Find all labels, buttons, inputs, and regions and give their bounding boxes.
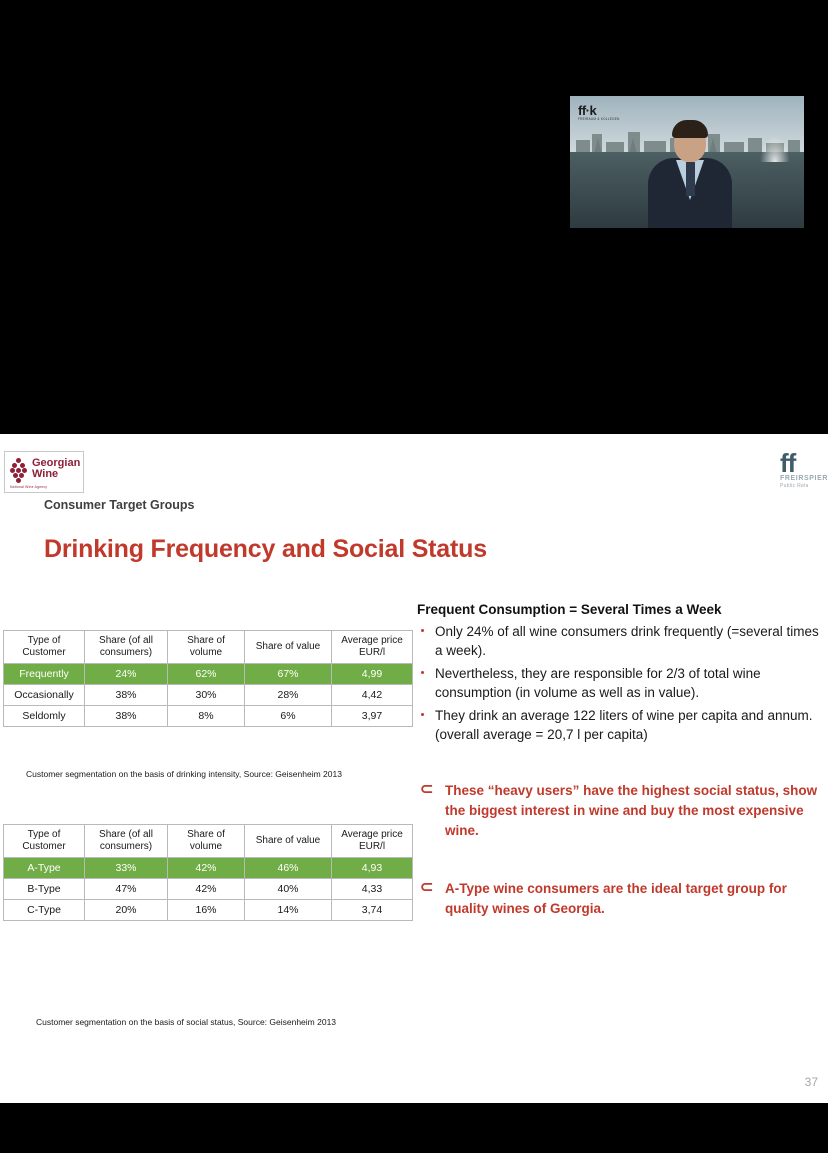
insights-heading: Frequent Consumption = Several Times a Week — [417, 602, 722, 617]
table2-cell: B-Type — [4, 879, 85, 900]
table2-header-cell: Average price EUR/l — [332, 825, 413, 858]
conclusion-text-1: These “heavy users” have the highest social status, show the biggest interest in wine and buy the most expensive wine. — [445, 783, 818, 838]
table1-cell: Frequently — [4, 664, 85, 685]
table2-cell: 16% — [168, 900, 245, 921]
arrow-icon: ⊃ — [420, 781, 434, 798]
table2-cell: 42% — [168, 879, 245, 900]
grape-icon — [10, 458, 28, 484]
table1-cell: Seldomly — [4, 706, 85, 727]
brand-name — [32, 458, 80, 480]
table-row — [4, 685, 413, 706]
table2-cell: 3,74 — [332, 900, 413, 921]
table1-cell: 67% — [245, 664, 332, 685]
table-row — [4, 879, 413, 900]
table2-header-cell: Share (of all consumers) — [85, 825, 168, 858]
page-number: 37 — [804, 1075, 818, 1089]
partner-logo-mark: ff — [779, 448, 796, 478]
table2-cell: 14% — [245, 900, 332, 921]
table1-cell: 62% — [168, 664, 245, 685]
participant-hair — [672, 120, 708, 138]
partner-logo-name: FREIRSPIER — [779, 475, 828, 482]
table2-header-cell: Share of value — [245, 825, 332, 858]
bullet-text: Nevertheless, they are responsible for 2/3 of total wine consumption (in volume as well as in value). — [435, 666, 761, 700]
table1-cell: 4,99 — [332, 664, 413, 685]
video-overlay-logo-subtext: FREIRAUM & KOLLEGEN — [578, 117, 620, 121]
video-overlay-logo — [578, 104, 620, 121]
table2-header-cell: Share of volume — [168, 825, 245, 858]
partner-logo-sub: Public Rela — [779, 483, 809, 489]
table1-header-cell: Share of volume — [168, 631, 245, 664]
table2-cell: 46% — [245, 858, 332, 879]
insights-column — [417, 602, 828, 919]
table1-header-cell: Share of value — [245, 631, 332, 664]
table2-cell: 20% — [85, 900, 168, 921]
social-status-table — [3, 824, 413, 921]
list-item — [417, 664, 828, 702]
table1-cell: 24% — [85, 664, 168, 685]
table-row — [4, 900, 413, 921]
table1-source-note: Customer segmentation on the basis of drinking intensity, Source: Geisenheim 2013 — [26, 769, 342, 779]
table1-cell: 38% — [85, 706, 168, 727]
table2-cell: 40% — [245, 879, 332, 900]
video-fountain — [760, 136, 790, 162]
brand-name-line2: Wine — [32, 468, 59, 480]
bottom-letterbox-bar — [0, 1103, 828, 1153]
presentation-slide — [0, 434, 828, 1103]
slide-kicker: Consumer Target Groups — [44, 498, 195, 512]
table2-cell: C-Type — [4, 900, 85, 921]
table2-cell: A-Type — [4, 858, 85, 879]
table-header-row — [4, 825, 413, 858]
table1-header-cell: Average price EUR/l — [332, 631, 413, 664]
list-item — [417, 706, 828, 744]
conclusion-block-1 — [417, 781, 828, 841]
table1-cell: 30% — [168, 685, 245, 706]
conclusion-text-2: A-Type wine consumers are the ideal target group for quality wines of Georgia. — [445, 881, 787, 916]
bullet-dot-icon — [421, 629, 424, 632]
table2-cell: 4,93 — [332, 858, 413, 879]
bullet-text: They drink an average 122 liters of wine per capita and annum. (overall average = 20,7 l per capita) — [435, 708, 813, 742]
table1-cell: 6% — [245, 706, 332, 727]
table-row — [4, 664, 413, 685]
drinking-intensity-table — [3, 630, 413, 727]
table1-cell: 8% — [168, 706, 245, 727]
table-header-row — [4, 631, 413, 664]
video-feed — [570, 96, 804, 228]
partner-logo — [779, 448, 828, 489]
table2-header-cell: Type of Customer — [4, 825, 85, 858]
bullet-text: Only 24% of all wine consumers drink frequently (=several times a week). — [435, 624, 819, 658]
conclusion-block-2 — [417, 879, 828, 919]
brand-tagline: National Wine Agency — [10, 485, 48, 489]
table1-cell: 38% — [85, 685, 168, 706]
bullet-dot-icon — [421, 713, 424, 716]
video-conference-area — [0, 0, 828, 434]
video-overlay-logo-text: ff·k — [578, 103, 597, 118]
list-item — [417, 622, 828, 660]
brand-name-line1: Georgian — [32, 457, 81, 469]
table-row — [4, 858, 413, 879]
table1-cell: 4,42 — [332, 685, 413, 706]
participant-tie — [686, 162, 695, 196]
page-title: Drinking Frequency and Social Status — [44, 534, 487, 563]
table2-cell: 4,33 — [332, 879, 413, 900]
table2-cell: 33% — [85, 858, 168, 879]
georgian-wine-logo — [4, 451, 84, 493]
bullet-dot-icon — [421, 671, 424, 674]
table1-cell: 28% — [245, 685, 332, 706]
video-participant-tile[interactable] — [570, 2, 804, 317]
table-row — [4, 706, 413, 727]
table2-cell: 42% — [168, 858, 245, 879]
table1-cell: Occasionally — [4, 685, 85, 706]
table1-header-cell: Share (of all consumers) — [85, 631, 168, 664]
table2-cell: 47% — [85, 879, 168, 900]
arrow-icon: ⊃ — [420, 879, 434, 896]
table1-header-cell: Type of Customer — [4, 631, 85, 664]
table2-source-note: Customer segmentation on the basis of social status, Source: Geisenheim 2013 — [36, 1017, 337, 1027]
table1-cell: 3,97 — [332, 706, 413, 727]
